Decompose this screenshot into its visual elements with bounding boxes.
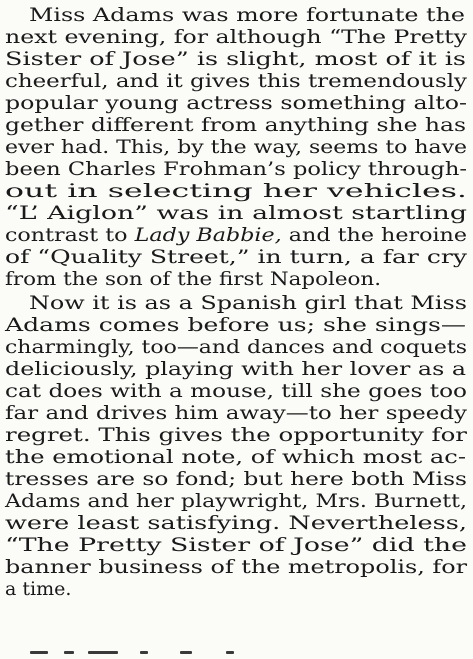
line-text: cheerful, and it gives this tremendously	[5, 70, 467, 92]
line-text: a time.	[5, 578, 72, 600]
line-text: of “Quality Street,” in turn, a far cry	[5, 246, 467, 268]
line-text: Adams comes before us; she sings—	[5, 314, 466, 336]
line-text: popular young actress something alto-	[5, 92, 467, 114]
line-text: “The Pretty Sister of Jose” did the	[5, 534, 467, 556]
line-text: far and drives him away—to her speedy	[5, 402, 467, 424]
line-text: were least satisfying. Nevertheless,	[5, 512, 467, 534]
line-text: next evening, for although “The Pretty	[5, 26, 467, 48]
line-text: out in selecting her vehicles.	[5, 180, 467, 202]
line-text: charmingly, too—and dances and coquets	[5, 336, 468, 358]
line-text-part: contrast to	[5, 224, 128, 246]
line-text: Miss Adams was more fortunate the	[29, 4, 465, 26]
italic-title: Lady Babbie,	[134, 224, 282, 246]
line-text: been Charles Frohman’s policy through-	[5, 158, 467, 180]
cropped-next-line	[30, 651, 270, 659]
line-text: deliciously, playing with her lover as a	[5, 358, 467, 380]
line-text: ever had. This, by the way, seems to have	[5, 136, 467, 158]
line-text: the emotional note, of which most ac-	[5, 446, 466, 468]
line-text: cat does with a mouse, till she goes too	[5, 380, 467, 402]
line-text: Sister of Jose” is slight, most of it is	[5, 48, 467, 70]
text-line	[0, 266, 473, 292]
line-text: banner business of the metropolis, for	[5, 556, 467, 578]
line-text: from the son of the first Napoleon.	[5, 268, 381, 290]
text-line	[0, 576, 473, 602]
line-text: gether different from anything she has	[5, 114, 466, 136]
line-text: regret. This gives the opportunity for	[5, 424, 467, 446]
line-text: Adams and her playwright, Mrs. Burnett,	[5, 490, 467, 512]
line-text: tresses are so fond; but here both Miss	[5, 468, 467, 490]
line-text: Now it is as a Spanish girl that Miss	[29, 292, 467, 314]
line-text: “L’ Aiglon” was in almost startling	[5, 202, 467, 224]
line-text-part: and the heroine	[288, 224, 467, 246]
